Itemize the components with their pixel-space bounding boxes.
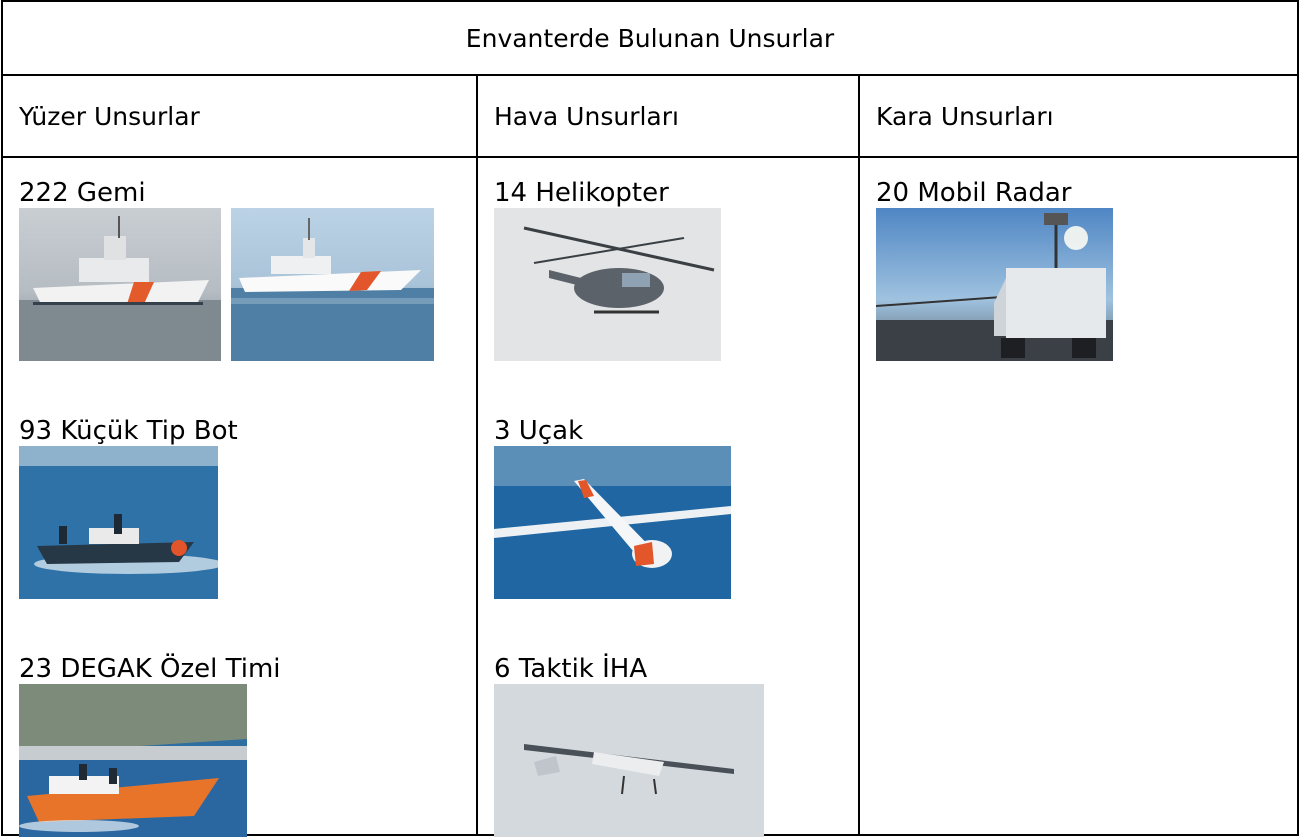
column-land-units: [859, 157, 1298, 835]
item-label: 23 DEGAK Özel Timi: [19, 654, 281, 684]
tactical-uav-photo: [494, 684, 764, 837]
item-label: 93 Küçük Tip Bot: [19, 416, 238, 446]
airplane-photo: [494, 446, 731, 599]
item-label: 6 Taktik İHA: [494, 654, 648, 684]
helicopter-photo: [494, 208, 721, 361]
item-label: 222 Gemi: [19, 178, 146, 208]
column-floating-units: [2, 157, 477, 835]
header-land-units: Kara Unsurları: [859, 75, 1298, 157]
item-mobile-radar: [876, 178, 1113, 361]
item-small-boats: [19, 416, 238, 599]
coast-guard-ship-photo: [19, 208, 221, 361]
table-title: Envanterde Bulunan Unsurlar: [2, 1, 1298, 75]
item-label: 20 Mobil Radar: [876, 178, 1072, 208]
item-label: 3 Uçak: [494, 416, 584, 446]
item-label: 14 Helikopter: [494, 178, 669, 208]
inventory-table: [1, 0, 1299, 836]
mobile-radar-vehicle-photo: [876, 208, 1113, 361]
item-degak-team: [19, 654, 281, 837]
item-tactical-uav: [494, 654, 764, 837]
item-helicopters: [494, 178, 721, 361]
coast-guard-patrol-boat-photo: [231, 208, 434, 361]
item-airplanes: [494, 416, 731, 599]
header-air-units: Hava Unsurları: [477, 75, 859, 157]
item-ships: [19, 178, 434, 361]
rigid-inflatable-boat-photo: [19, 446, 218, 599]
column-air-units: [477, 157, 859, 835]
header-floating-units: Yüzer Unsurlar: [2, 75, 477, 157]
special-team-speedboat-photo: [19, 684, 247, 837]
